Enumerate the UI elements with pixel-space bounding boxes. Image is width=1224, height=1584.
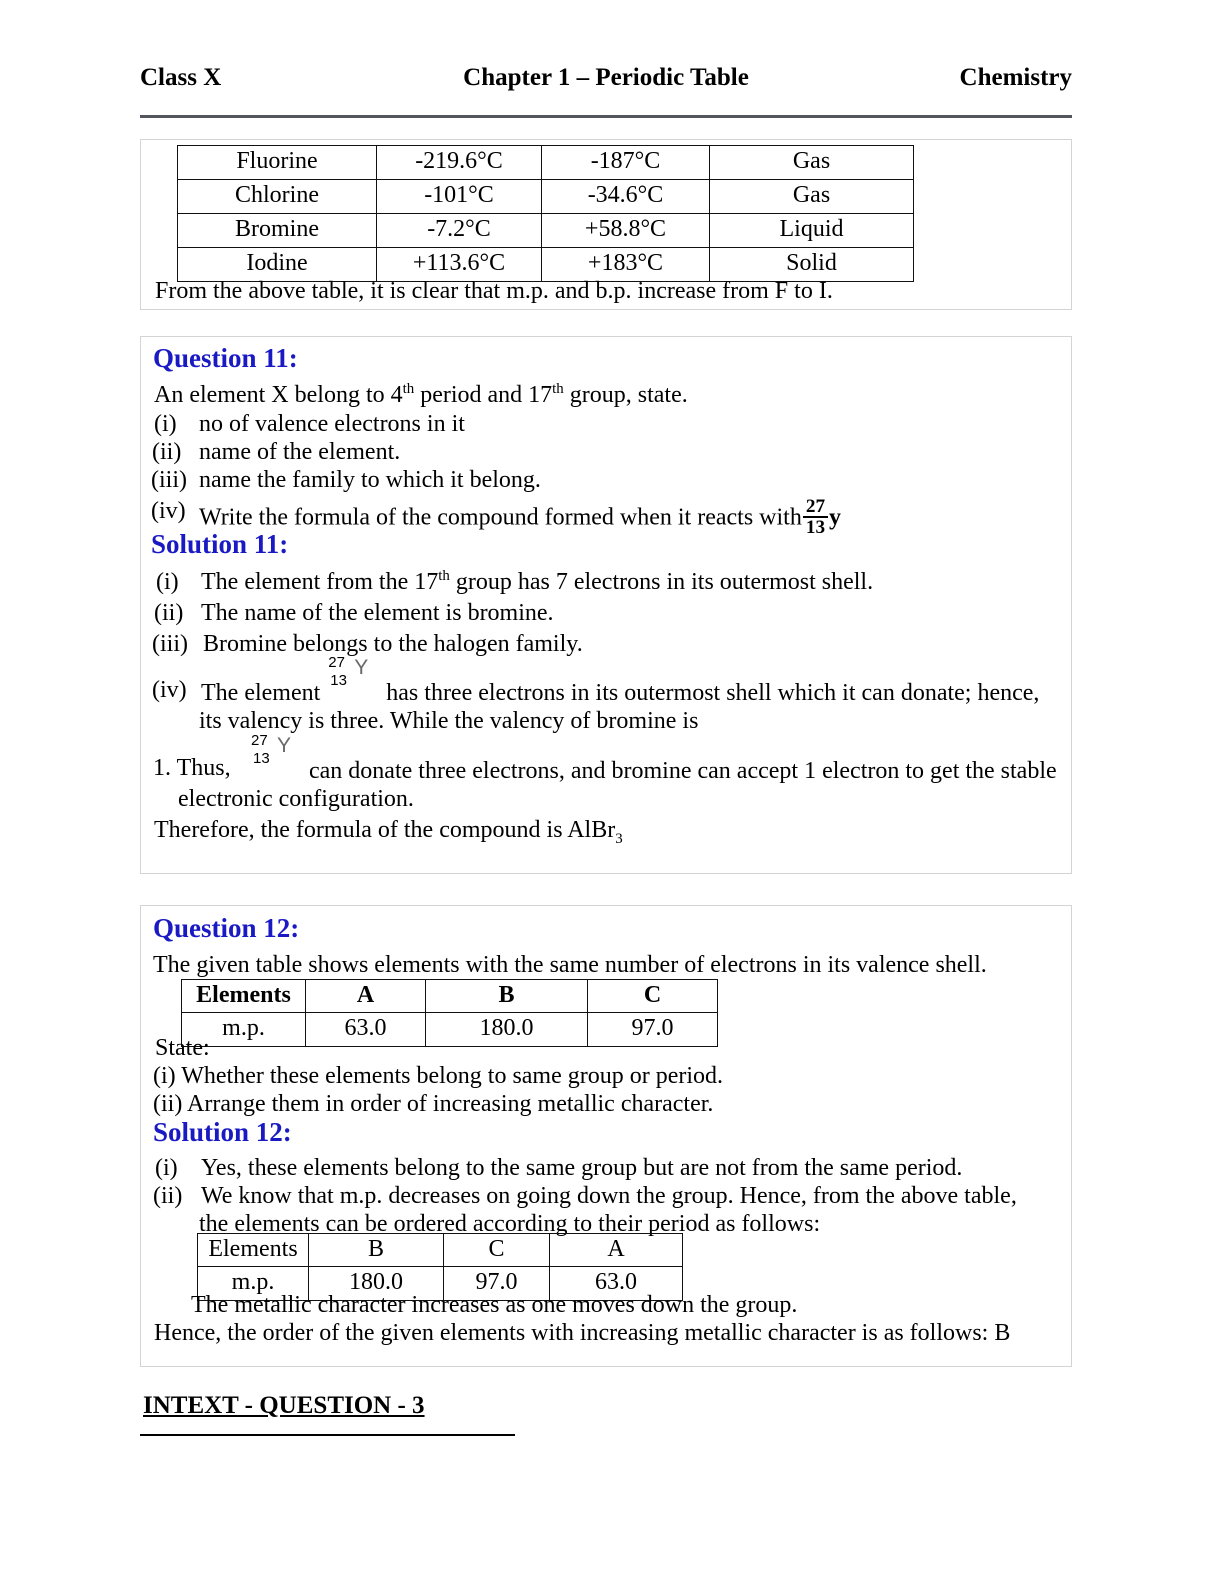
table-header-row	[182, 980, 718, 1013]
halogen-properties-table	[177, 145, 914, 282]
s11-sup-17th: th	[438, 568, 450, 584]
s11-item-i-label: (i)	[156, 569, 179, 595]
col-header-elements: Elements	[198, 1234, 309, 1267]
solution-12-heading: Solution 12:	[153, 1117, 292, 1147]
header-class-label: Class X	[140, 64, 222, 91]
s11-conclusion-a: Therefore, the formula of the compound is AlBr	[154, 817, 616, 843]
fraction-numerator: 27	[805, 496, 826, 517]
col-header-a: A	[306, 980, 426, 1013]
col-header-c: C	[444, 1234, 550, 1267]
page-header	[140, 64, 1072, 104]
s11-item-ii-label: (ii)	[154, 600, 184, 626]
q11-item-iv-label: (iv)	[151, 498, 186, 524]
s11-item-iv-a: The element	[201, 680, 321, 706]
q11-item-iv-sentence: Write the formula of the compound formed when it reacts with	[199, 504, 802, 531]
header-divider	[140, 115, 1072, 118]
s11-item-i-text	[201, 568, 873, 596]
row-label-mp: m.p.	[198, 1267, 309, 1300]
table-row	[178, 214, 914, 248]
cell-state: Gas	[710, 180, 914, 214]
s12-item-ii-label: (ii)	[153, 1183, 183, 1209]
cell-boiling-point: -34.6°C	[542, 180, 710, 214]
isotope-symbol: Y	[354, 656, 369, 679]
isotope-atomic-number: 13	[330, 672, 347, 689]
q11-intro-c: group, state.	[563, 382, 688, 408]
s11-thus-label: 1. Thus,	[153, 755, 231, 781]
s11-item-iii-text: Bromine belongs to the halogen family.	[203, 631, 583, 657]
s12-item-ii-text: We know that m.p. decreases on going down the group. Hence, from the above table,	[201, 1183, 1017, 1209]
q12-item-i: (i) Whether these elements belong to same group or period.	[153, 1063, 724, 1089]
s12-item-ii-line2: the elements can be ordered according to their period as follows:	[199, 1211, 821, 1237]
isotope-atomic-number: 13	[253, 750, 270, 767]
table-row	[182, 1013, 718, 1046]
fraction-denominator: 13	[803, 516, 828, 537]
question-11-heading: Question 11:	[153, 343, 298, 373]
s11-thus-sentence: can donate three electrons, and bromine can accept 1 electron to get the stable	[309, 758, 1057, 784]
header-chapter-title: Chapter 1 – Periodic Table	[463, 64, 749, 91]
q11-sup-4th: th	[402, 381, 415, 397]
col-header-a: A	[550, 1234, 683, 1267]
q11-item-iv-text	[199, 497, 841, 537]
intext-question-title: INTEXT - QUESTION - 3	[143, 1392, 425, 1419]
question-12-section	[140, 905, 1072, 1367]
q11-item-iii-text: name the family to which it belong.	[199, 467, 541, 493]
halogen-table-section	[140, 139, 1072, 310]
col-header-c: C	[588, 980, 718, 1013]
q11-item-ii-label: (ii)	[152, 439, 182, 465]
isotope-symbol: Y	[277, 734, 292, 757]
cell-mp-c: 97.0	[588, 1013, 718, 1046]
q11-intro-a: An element X belong to 4	[154, 382, 403, 408]
s11-item-ii-text: The name of the element is bromine.	[201, 600, 554, 626]
cell-mp-c: 97.0	[444, 1267, 550, 1300]
s11-item-iv-text	[201, 654, 1040, 707]
cell-mp-a: 63.0	[550, 1267, 683, 1300]
cell-mp-a: 63.0	[306, 1013, 426, 1046]
solution-11-heading: Solution 11:	[151, 529, 289, 559]
table-header-row	[198, 1234, 683, 1267]
s11-conclusion	[154, 816, 623, 847]
table-row	[178, 180, 914, 214]
cell-state: Solid	[710, 248, 914, 282]
cell-boiling-point: +58.8°C	[542, 214, 710, 248]
cell-boiling-point: +183°C	[542, 248, 710, 282]
s11-item-iii-label: (iii)	[152, 631, 188, 657]
s11-item-iv-b: has three electrons in its outermost shell which it can donate; hence,	[386, 680, 1040, 706]
isotope-notation-27-13-Y	[326, 654, 380, 700]
intext-divider	[140, 1434, 515, 1436]
q11-sup-17th: th	[552, 381, 564, 397]
cell-element: Iodine	[178, 248, 377, 282]
halogen-table-caption: From the above table, it is clear that m.p. and b.p. increase from F to I.	[155, 278, 833, 304]
s11-item-iv-label: (iv)	[152, 677, 187, 703]
s11-thus-text	[249, 732, 1057, 785]
isotope-mass-number: 27	[251, 732, 268, 749]
question-11-intro	[154, 381, 688, 409]
isotope-notation-27-13-Y	[249, 732, 303, 778]
col-header-elements: Elements	[182, 980, 306, 1013]
q11-item-ii-text: name of the element.	[199, 439, 401, 465]
s11-thus-line2: electronic configuration.	[178, 786, 414, 812]
s12-note: The metallic character increases as one moves down the group.	[191, 1292, 798, 1318]
cell-melting-point: +113.6°C	[377, 248, 542, 282]
q11-intro-b: period and 17	[414, 382, 553, 408]
cell-state: Gas	[710, 146, 914, 180]
q12-state-label: State:	[155, 1035, 210, 1061]
s12-item-i-text: Yes, these elements belong to the same group but are not from the same period.	[201, 1155, 963, 1181]
cell-boiling-point: -187°C	[542, 146, 710, 180]
cell-element: Bromine	[178, 214, 377, 248]
question-12-intro: The given table shows elements with the same number of electrons in its valence shell.	[153, 952, 987, 978]
elements-melting-point-table	[181, 979, 718, 1047]
question-12-heading: Question 12:	[153, 913, 300, 943]
isotope-mass-number: 27	[328, 654, 345, 671]
col-header-b: B	[309, 1234, 444, 1267]
q11-item-iii-label: (iii)	[151, 467, 187, 493]
q12-item-ii: (ii) Arrange them in order of increasing metallic character.	[153, 1091, 714, 1117]
cell-mp-b: 180.0	[426, 1013, 588, 1046]
q11-item-i-label: (i)	[154, 411, 177, 437]
fraction-element-symbol: y	[829, 504, 842, 531]
s11-item-iv-line2: its valency is three. While the valency of bromine is	[199, 708, 699, 734]
question-11-section	[140, 336, 1072, 874]
s11-item-i-a: The element from the 17	[201, 569, 439, 595]
s12-item-i-label: (i)	[155, 1155, 178, 1181]
cell-melting-point: -219.6°C	[377, 146, 542, 180]
cell-state: Liquid	[710, 214, 914, 248]
row-label-mp: m.p.	[182, 1013, 306, 1046]
cell-element: Chlorine	[178, 180, 377, 214]
s11-item-i-b: group has 7 electrons in its outermost shell.	[449, 569, 874, 595]
fraction-27-13	[803, 497, 828, 537]
cell-element: Fluorine	[178, 146, 377, 180]
q11-item-i-text: no of valence electrons in it	[199, 411, 465, 437]
col-header-b: B	[426, 980, 588, 1013]
s11-conclusion-sub: 3	[615, 830, 623, 847]
cell-melting-point: -7.2°C	[377, 214, 542, 248]
cell-melting-point: -101°C	[377, 180, 542, 214]
s12-conclusion: Hence, the order of the given elements with increasing metallic character is as follows: B	[154, 1320, 1011, 1346]
header-subject-label: Chemistry	[959, 64, 1072, 91]
table-row	[178, 146, 914, 180]
cell-mp-b: 180.0	[309, 1267, 444, 1300]
